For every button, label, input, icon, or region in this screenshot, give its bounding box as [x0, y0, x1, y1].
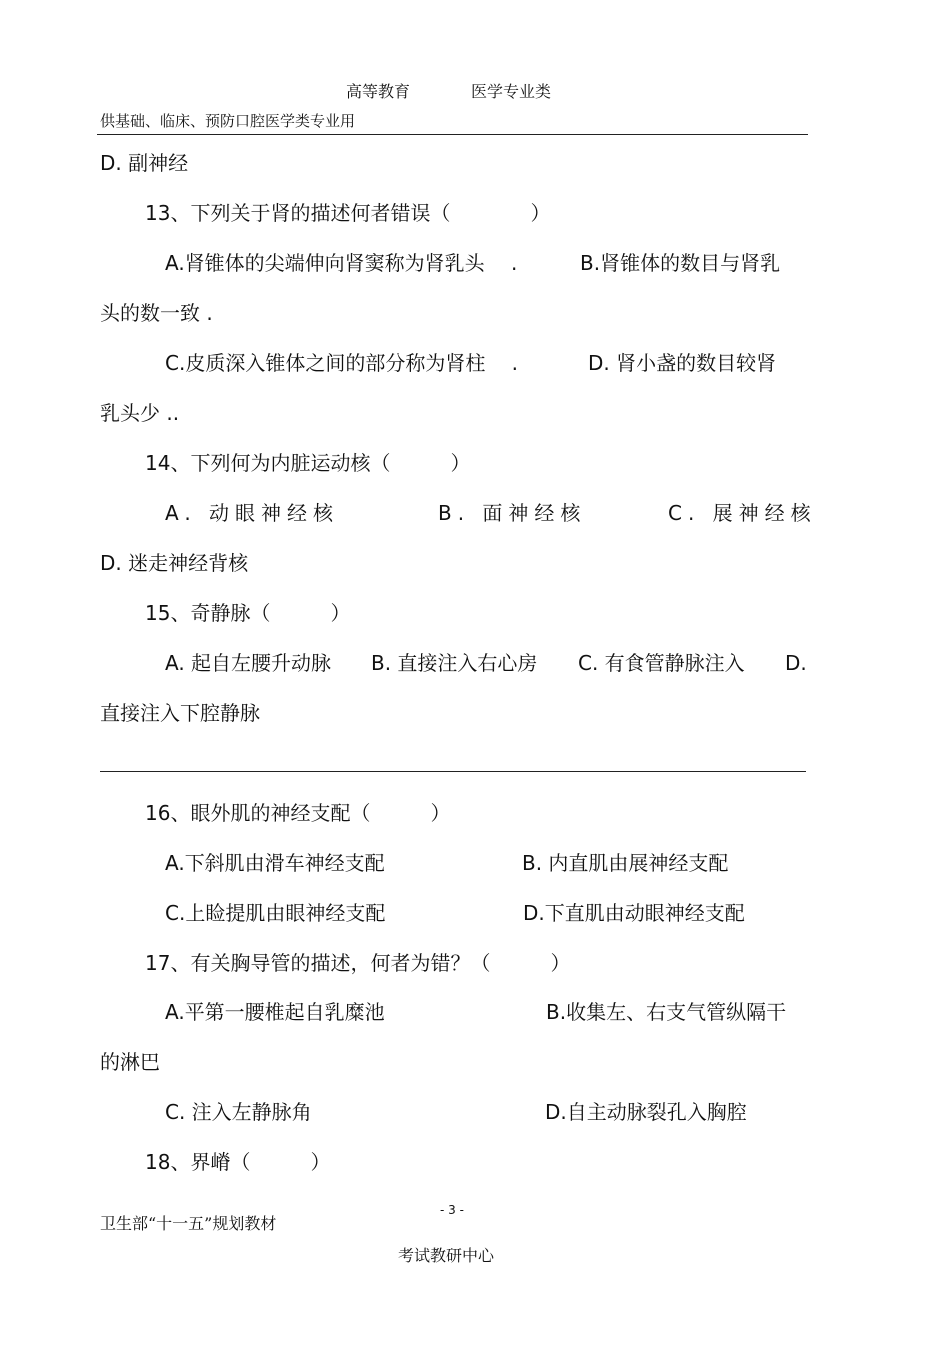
header-rule — [97, 134, 808, 135]
question-17: 17、有关胸导管的描述，何者为错？（ ） — [145, 951, 571, 975]
q17-option-b-continuation: 的淋巴 — [100, 1050, 160, 1074]
question-18: 18、界嵴（ ） — [145, 1150, 331, 1174]
q16-option-d: D.下直肌由动眼神经支配 — [523, 901, 745, 925]
q14-option-b: B. 面神经核 — [438, 501, 587, 525]
q13-option-d: D. 肾小盏的数目较肾 — [588, 351, 777, 375]
q17-option-b: B.收集左、右支气管纵隔干 — [546, 1000, 787, 1024]
q15-option-c: C. 有食管静脉注入 — [578, 651, 745, 675]
question-13: 13、下列关于肾的描述何者错误（ ） — [145, 201, 551, 225]
question-14: 14、下列何为内脏运动核（ ） — [145, 451, 471, 475]
q13-option-a: A.肾锥体的尖端伸向肾窦称为肾乳头 . — [165, 251, 518, 275]
q14-option-c: C. 展神经核 — [668, 501, 817, 525]
footer-left: 卫生部“十一五”规划教材 — [100, 1214, 277, 1233]
q15-option-d: D. — [785, 651, 807, 675]
q13-option-d-continuation: 乳头少 .. — [100, 401, 180, 425]
q17-option-c: C. 注入左静脉角 — [165, 1100, 312, 1124]
q13-option-c: C.皮质深入锥体之间的部分称为肾柱 . — [165, 351, 519, 375]
q17-option-d: D.自主动脉裂孔入胸腔 — [545, 1100, 747, 1124]
q13-option-b: B.肾锥体的数目与肾乳 — [580, 251, 781, 275]
footer-center: 考试教研中心 — [398, 1246, 495, 1265]
page-number: - 3 - — [440, 1203, 464, 1217]
question-15: 15、奇静脉（ ） — [145, 601, 351, 625]
q17-option-a: A.平第一腰椎起自乳糜池 — [165, 1000, 385, 1024]
q14-option-d: D. 迷走神经背核 — [100, 551, 249, 575]
q16-option-c: C.上睑提肌由眼神经支配 — [165, 901, 386, 925]
option-d-line: D. 副神经 — [100, 151, 189, 175]
q15-option-b: B. 直接注入右心房 — [371, 651, 538, 675]
q16-option-b: B. 内直肌由展神经支配 — [522, 851, 729, 875]
header-title-right: 医学专业类 — [471, 82, 552, 101]
q14-option-a: A. 动眼神经核 — [165, 501, 340, 525]
section-divider — [100, 771, 806, 772]
question-16: 16、眼外肌的神经支配（ ） — [145, 801, 451, 825]
q15-option-a: A. 起自左腰升动脉 — [165, 651, 332, 675]
header-title-left: 高等教育 — [346, 82, 411, 101]
q16-option-a: A.下斜肌由滑车神经支配 — [165, 851, 385, 875]
q13-option-b-continuation: 头的数一致 . — [100, 301, 213, 325]
q15-option-d-continuation: 直接注入下腔静脉 — [100, 701, 260, 725]
header-subtitle: 供基础、临床、预防口腔医学类专业用 — [100, 112, 356, 130]
